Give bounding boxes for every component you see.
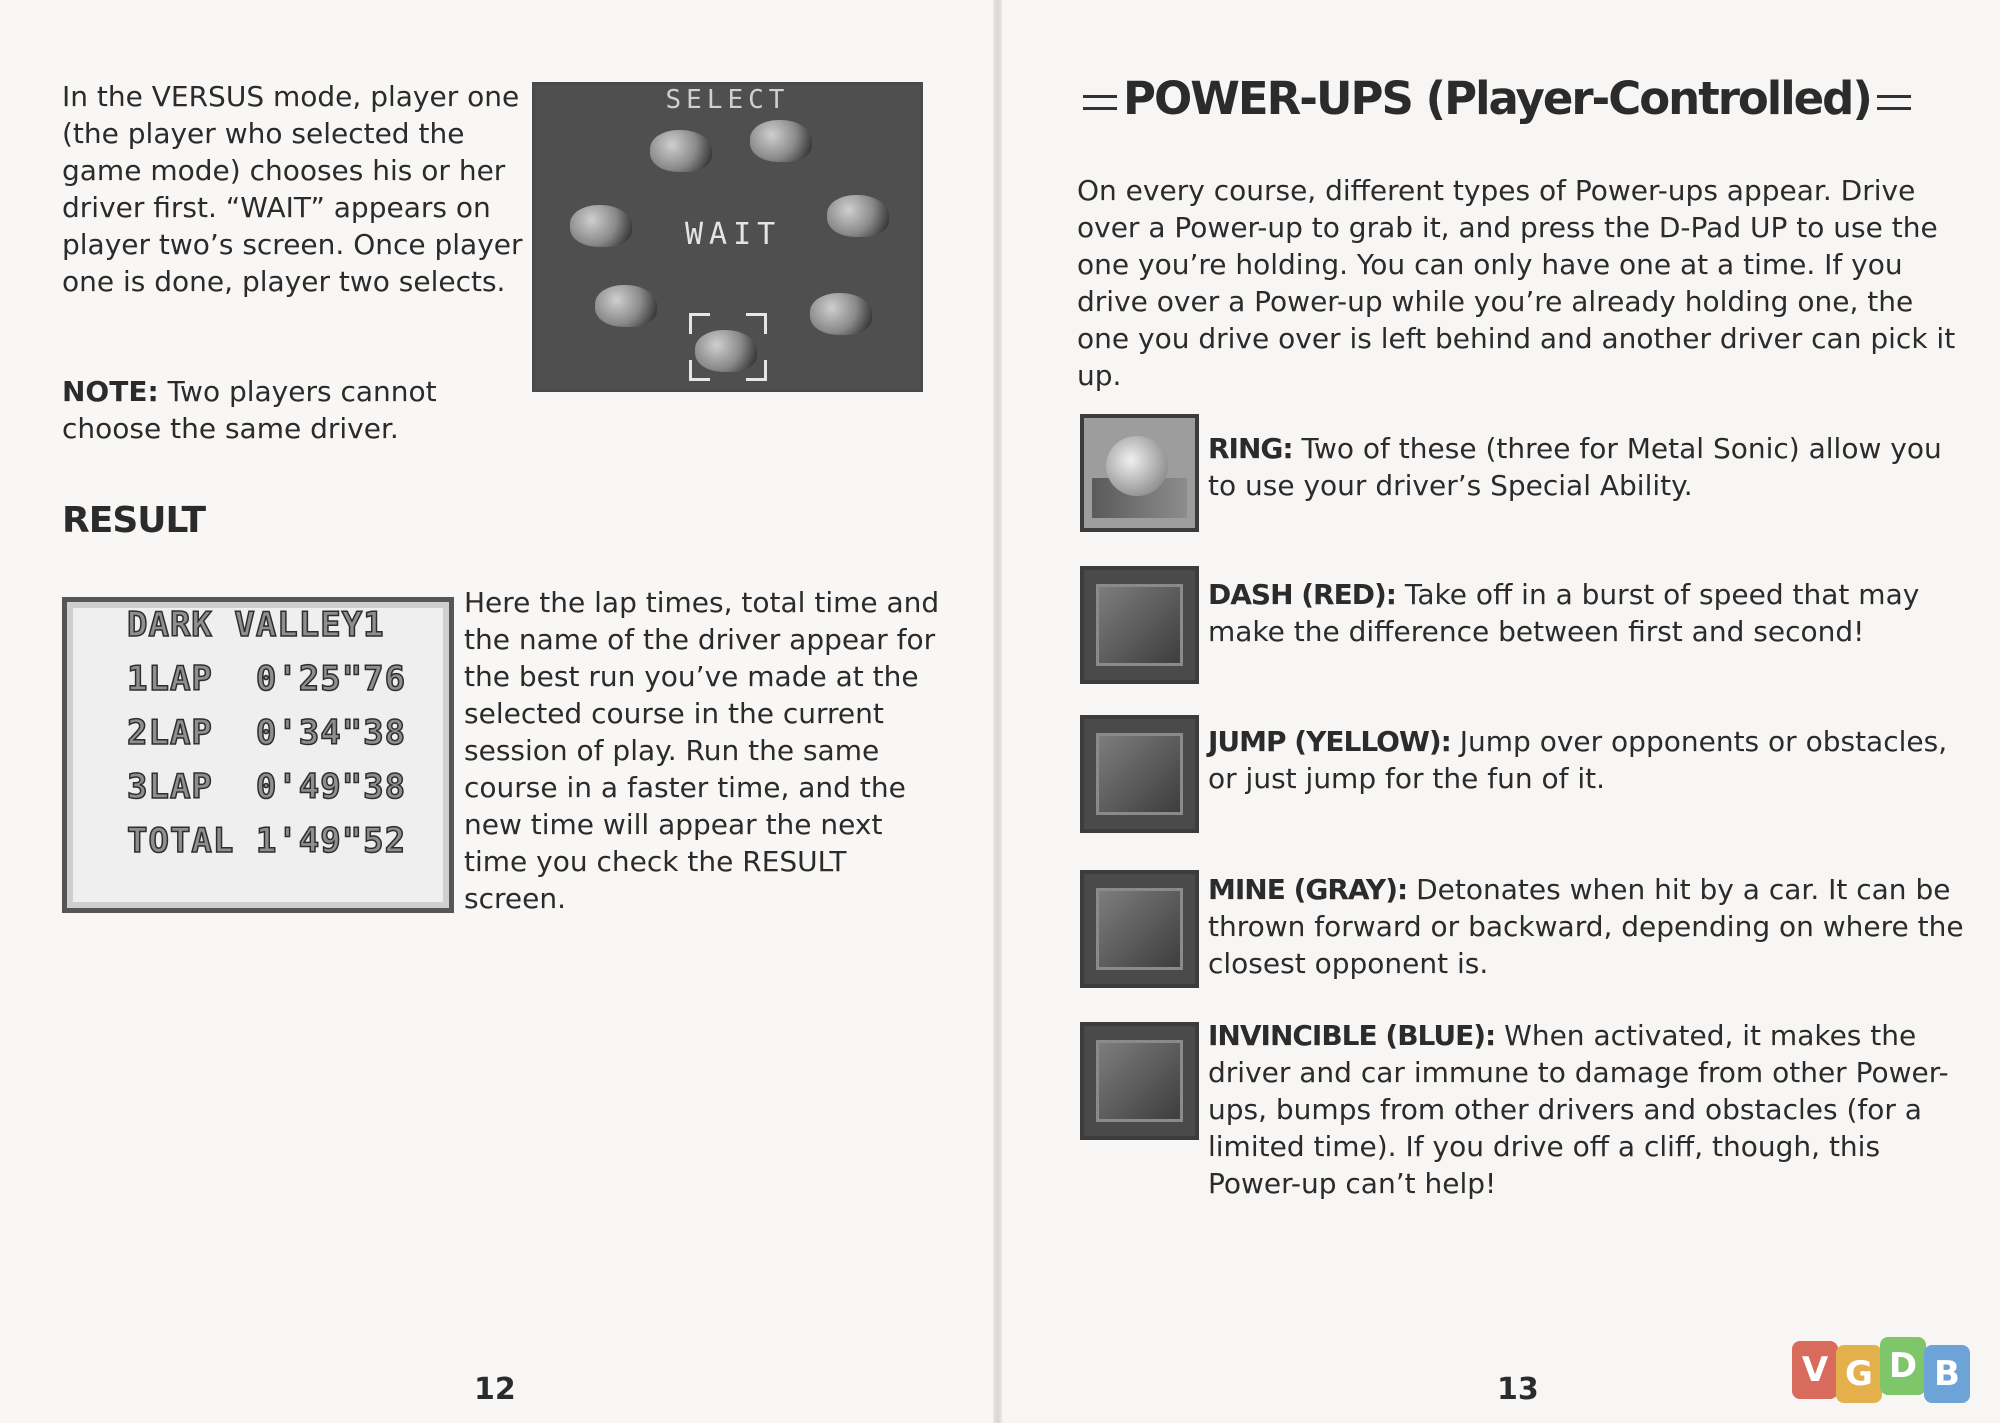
heading-rule-left [1083, 95, 1117, 110]
page-number-right: 13 [1497, 1372, 1539, 1407]
mine-icon [1080, 870, 1199, 988]
book-gutter [993, 0, 1002, 1423]
powerup-desc: Detonates when hit by a car. It can be thrown forward or backward, depending on where the closest opponent is. [1208, 873, 1964, 980]
heading-rule-right [1877, 95, 1911, 110]
versus-paragraph: In the VERSUS mode, player one (the player who selected the game mode) chooses his or her driver first. “WAIT” appears on player two’s screen. Once player one is done, player two selects. [62, 80, 523, 298]
result-paragraph: Here the lap times, total time and the name of the driver appear for the best run you’ve made at the selected course in the current session of play. Run the same course in a faster time, and the new time will appear the next time you check the RESULT screen. [464, 586, 940, 915]
driver-select-screenshot [532, 82, 923, 392]
result-lap1: 1LAP 0'25"76 [127, 659, 407, 699]
result-course-name: DARK VALLEY1 [127, 605, 385, 645]
powerup-mine [1208, 871, 1968, 982]
driver-sprite [570, 205, 632, 247]
powerup-dash [1208, 576, 1968, 650]
logo-letter: B [1924, 1345, 1970, 1403]
driver-sprite [810, 293, 872, 335]
powerup-name: MINE (GRAY): [1208, 873, 1408, 906]
powerups-intro: On every course, different types of Power-ups appear. Drive over a Power-up to grab it, and press the D-Pad UP to use the one you’re holding. You can only have one at a time. If you drive over a Power-up while you’re already holding one, the one you drive over is left behind and another driver can pick it up. [1077, 174, 1956, 392]
driver-sprite [595, 285, 657, 327]
ring-icon [1080, 414, 1199, 532]
result-screenshot [62, 597, 454, 913]
dash-icon [1080, 566, 1199, 684]
result-lap3: 3LAP 0'49"38 [127, 767, 407, 807]
result-total: TOTAL 1'49"52 [127, 821, 407, 861]
left-page [0, 0, 995, 1423]
driver-sprite [827, 195, 889, 237]
result-lap2: 2LAP 0'34"38 [127, 713, 407, 753]
logo-letter: D [1880, 1337, 1926, 1395]
powerup-invincible [1208, 1017, 1968, 1202]
powerup-ring [1208, 430, 1968, 504]
powerup-name: INVINCIBLE (BLUE): [1208, 1019, 1496, 1052]
powerup-desc: Jump over opponents or obstacles, or just jump for the fun of it. [1208, 725, 1948, 795]
note-label: NOTE: [62, 375, 159, 408]
wait-label: WAIT [685, 217, 782, 252]
selection-cursor [689, 313, 767, 381]
powerups-heading [1077, 72, 1917, 125]
logo-letter: G [1836, 1345, 1882, 1403]
invincible-icon [1080, 1022, 1199, 1140]
page-number-left: 12 [474, 1372, 516, 1407]
powerup-name: DASH (RED): [1208, 578, 1396, 611]
powerup-jump [1208, 723, 1968, 797]
powerup-desc: Two of these (three for Metal Sonic) allow you to use your driver’s Special Ability. [1208, 432, 1942, 502]
jump-icon [1080, 715, 1199, 833]
powerup-desc: Take off in a burst of speed that may make the difference between first and second! [1208, 578, 1920, 648]
select-title: SELECT [665, 85, 790, 115]
note-text: Two players cannot choose the same driver. [62, 375, 437, 445]
result-heading: RESULT [62, 500, 206, 541]
powerup-name: JUMP (YELLOW): [1208, 725, 1451, 758]
powerups-heading-text: POWER-UPS (Player-Controlled) [1123, 72, 1871, 125]
note-paragraph [62, 373, 492, 447]
driver-sprite [750, 120, 812, 162]
powerup-name: RING: [1208, 432, 1293, 465]
logo-letter: V [1792, 1341, 1838, 1399]
driver-sprite [650, 130, 712, 172]
powerup-desc: When activated, it makes the driver and car immune to damage from other Power-ups, bumps from other drivers and obstacles (for a limited time). If you drive off a cliff, though, this Power-up can’t help! [1208, 1019, 1949, 1200]
